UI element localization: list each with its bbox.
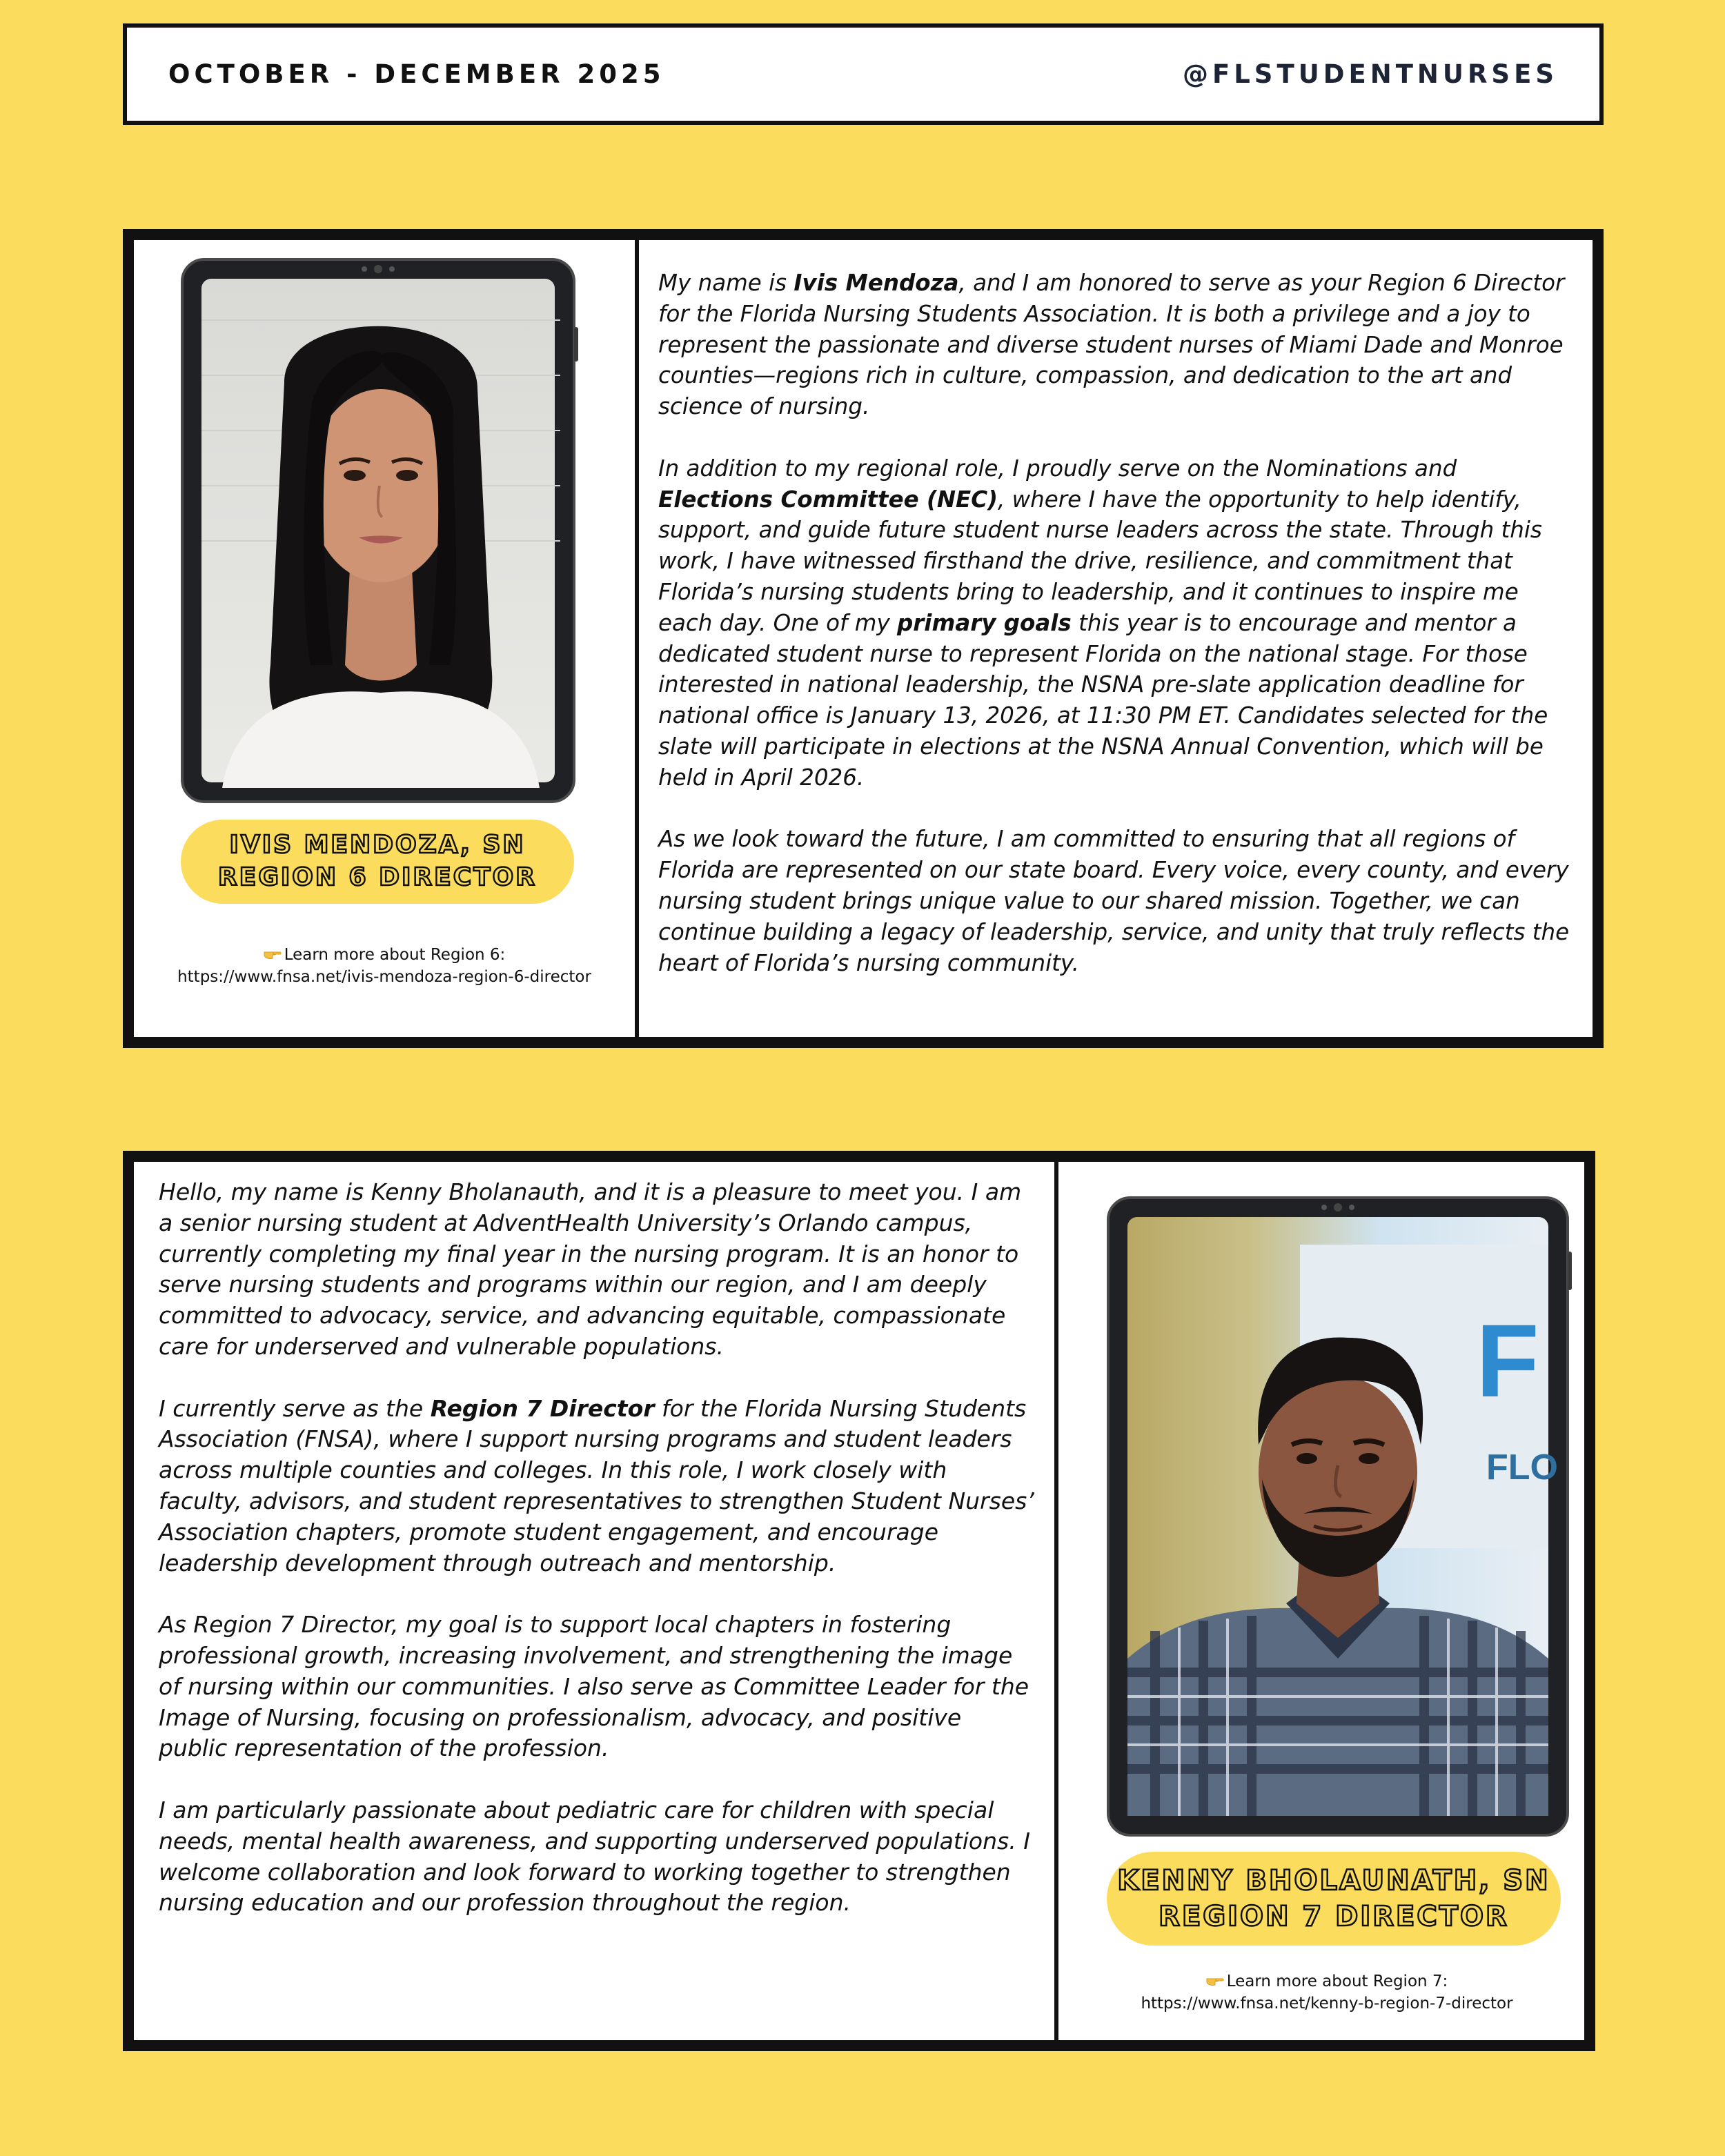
learn-more-label: Learn more about Region 7: bbox=[1226, 1972, 1448, 1990]
side-button bbox=[1568, 1252, 1572, 1290]
header-bar bbox=[123, 23, 1604, 125]
column-divider bbox=[635, 240, 639, 1037]
bio-paragraph: In addition to my regional role, I proudly serve on the Nominations and Elections Committee (NEC), where I have the opportunity to help identify, support, and guide future student nurse leaders across the state. Through this work, I have witnessed firsthand the drive, resilience, and commitment that Florida’s nursing students bring to leadership, and it continues to inspire me each day. One of my primary goals this year is to encourage and mentor a dedicated student nurse to represent Florida on the national stage. For those interested in national leadership, the NSNA pre-slate application deadline for national office is January 13, 2026, at 11:30 PM ET. Candidates selected for the slate will participate in elections at the NSNA Annual Convention, which will be held in April 2026. bbox=[658, 455, 1548, 791]
title-label: REGION 6 DIRECTOR bbox=[218, 863, 537, 891]
bio-paragraph: My name is Ivis Mendoza, and I am honored to serve as your Region 6 Director for the Florida Nursing Students Association. It is both a privilege and a joy to represent the passionate and diverse student nurses of Miami Dade and Monroe counties—regions rich in culture, compassion, and dedication to the art and science of nursing. bbox=[658, 270, 1565, 420]
social-handle[interactable]: @FLSTUDENTNURSES bbox=[1182, 59, 1558, 89]
learn-more-block bbox=[1058, 1970, 1595, 2015]
bio-paragraph: As Region 7 Director, my goal is to support local chapters in fostering professional growth, increasing involvement, and strengthening the image of nursing within our communities. I also serve as Committee Leader for the Image of Nursing, focusing on professionalism, advocacy, and positive public representation of the profession. bbox=[159, 1611, 1029, 1762]
bio-text bbox=[658, 268, 1575, 1009]
region-7-link[interactable]: https://www.fnsa.net/kenny-b-region-7-director bbox=[1141, 1995, 1513, 2013]
profile-card-region-7 bbox=[123, 1151, 1595, 2051]
name-badge bbox=[181, 820, 574, 904]
bio-paragraph: As we look toward the future, I am committed to ensuring that all regions of Florida are represented on our state board. Every voice, every county, and every nursing student brings unique value to our shared mission. Together, we can continue building a legacy of leadership, service, and unity that truly reflects the heart of Florida’s nursing community. bbox=[658, 826, 1570, 976]
pointing-hand-icon bbox=[1206, 1970, 1224, 1992]
camera-icon bbox=[362, 265, 395, 273]
tablet-frame bbox=[1107, 1196, 1569, 1837]
learn-more-label: Learn more about Region 6: bbox=[284, 946, 506, 964]
bio-paragraph: I am particularly passionate about pediatric care for children with special needs, mental health awareness, and supporting underserved populations. I welcome collaboration and look forward to working together to strengthen nursing education and our profession throughout the region. bbox=[159, 1796, 1030, 1917]
sign-letter: F bbox=[1476, 1303, 1539, 1418]
bio-paragraph: I currently serve as the Region 7 Director for the Florida Nursing Students Association (FNSA), where I support nursing programs and student leaders across multiple counties and colleges. In this role, I work closely with faculty, advisors, and student representatives to strengthen Student Nurses’ Association chapters, promote student engagement, and encourage leadership development through outreach and mentorship. bbox=[159, 1394, 1034, 1576]
bio-text bbox=[159, 1177, 1035, 1950]
pointing-hand-icon bbox=[264, 944, 282, 966]
column-divider bbox=[1054, 1162, 1058, 2040]
issue-date: OCTOBER - DECEMBER 2025 bbox=[168, 59, 665, 89]
profile-card-region-6 bbox=[123, 229, 1604, 1048]
portrait-photo bbox=[1127, 1217, 1558, 1816]
camera-icon bbox=[1321, 1203, 1354, 1211]
portrait-woman-icon bbox=[201, 279, 560, 788]
name-badge bbox=[1107, 1852, 1561, 1946]
portrait-photo bbox=[201, 279, 555, 782]
tablet-frame bbox=[181, 258, 575, 803]
sign-text: FLO bbox=[1486, 1447, 1558, 1487]
side-button bbox=[574, 327, 578, 362]
learn-more-block bbox=[134, 944, 635, 988]
name-label: KENNY BHOLAUNATH, SN bbox=[1117, 1865, 1550, 1897]
title-label: REGION 7 DIRECTOR bbox=[1159, 1901, 1509, 1932]
portrait-man-icon bbox=[1127, 1217, 1558, 1816]
bio-paragraph: Hello, my name is Kenny Bholanauth, and it is a pleasure to meet you. I am a senior nursing student at AdventHealth University’s Orlando campus, currently completing my final year in the nursing program. It is an honor to serve nursing students and programs within our region, and I am deeply committed to advocacy, service, and advancing equitable, compassionate care for underserved and vulnerable populations. bbox=[159, 1178, 1022, 1360]
region-6-link[interactable]: https://www.fnsa.net/ivis-mendoza-region-6-director bbox=[177, 968, 591, 987]
name-label: IVIS MENDOZA, SN bbox=[229, 831, 526, 860]
